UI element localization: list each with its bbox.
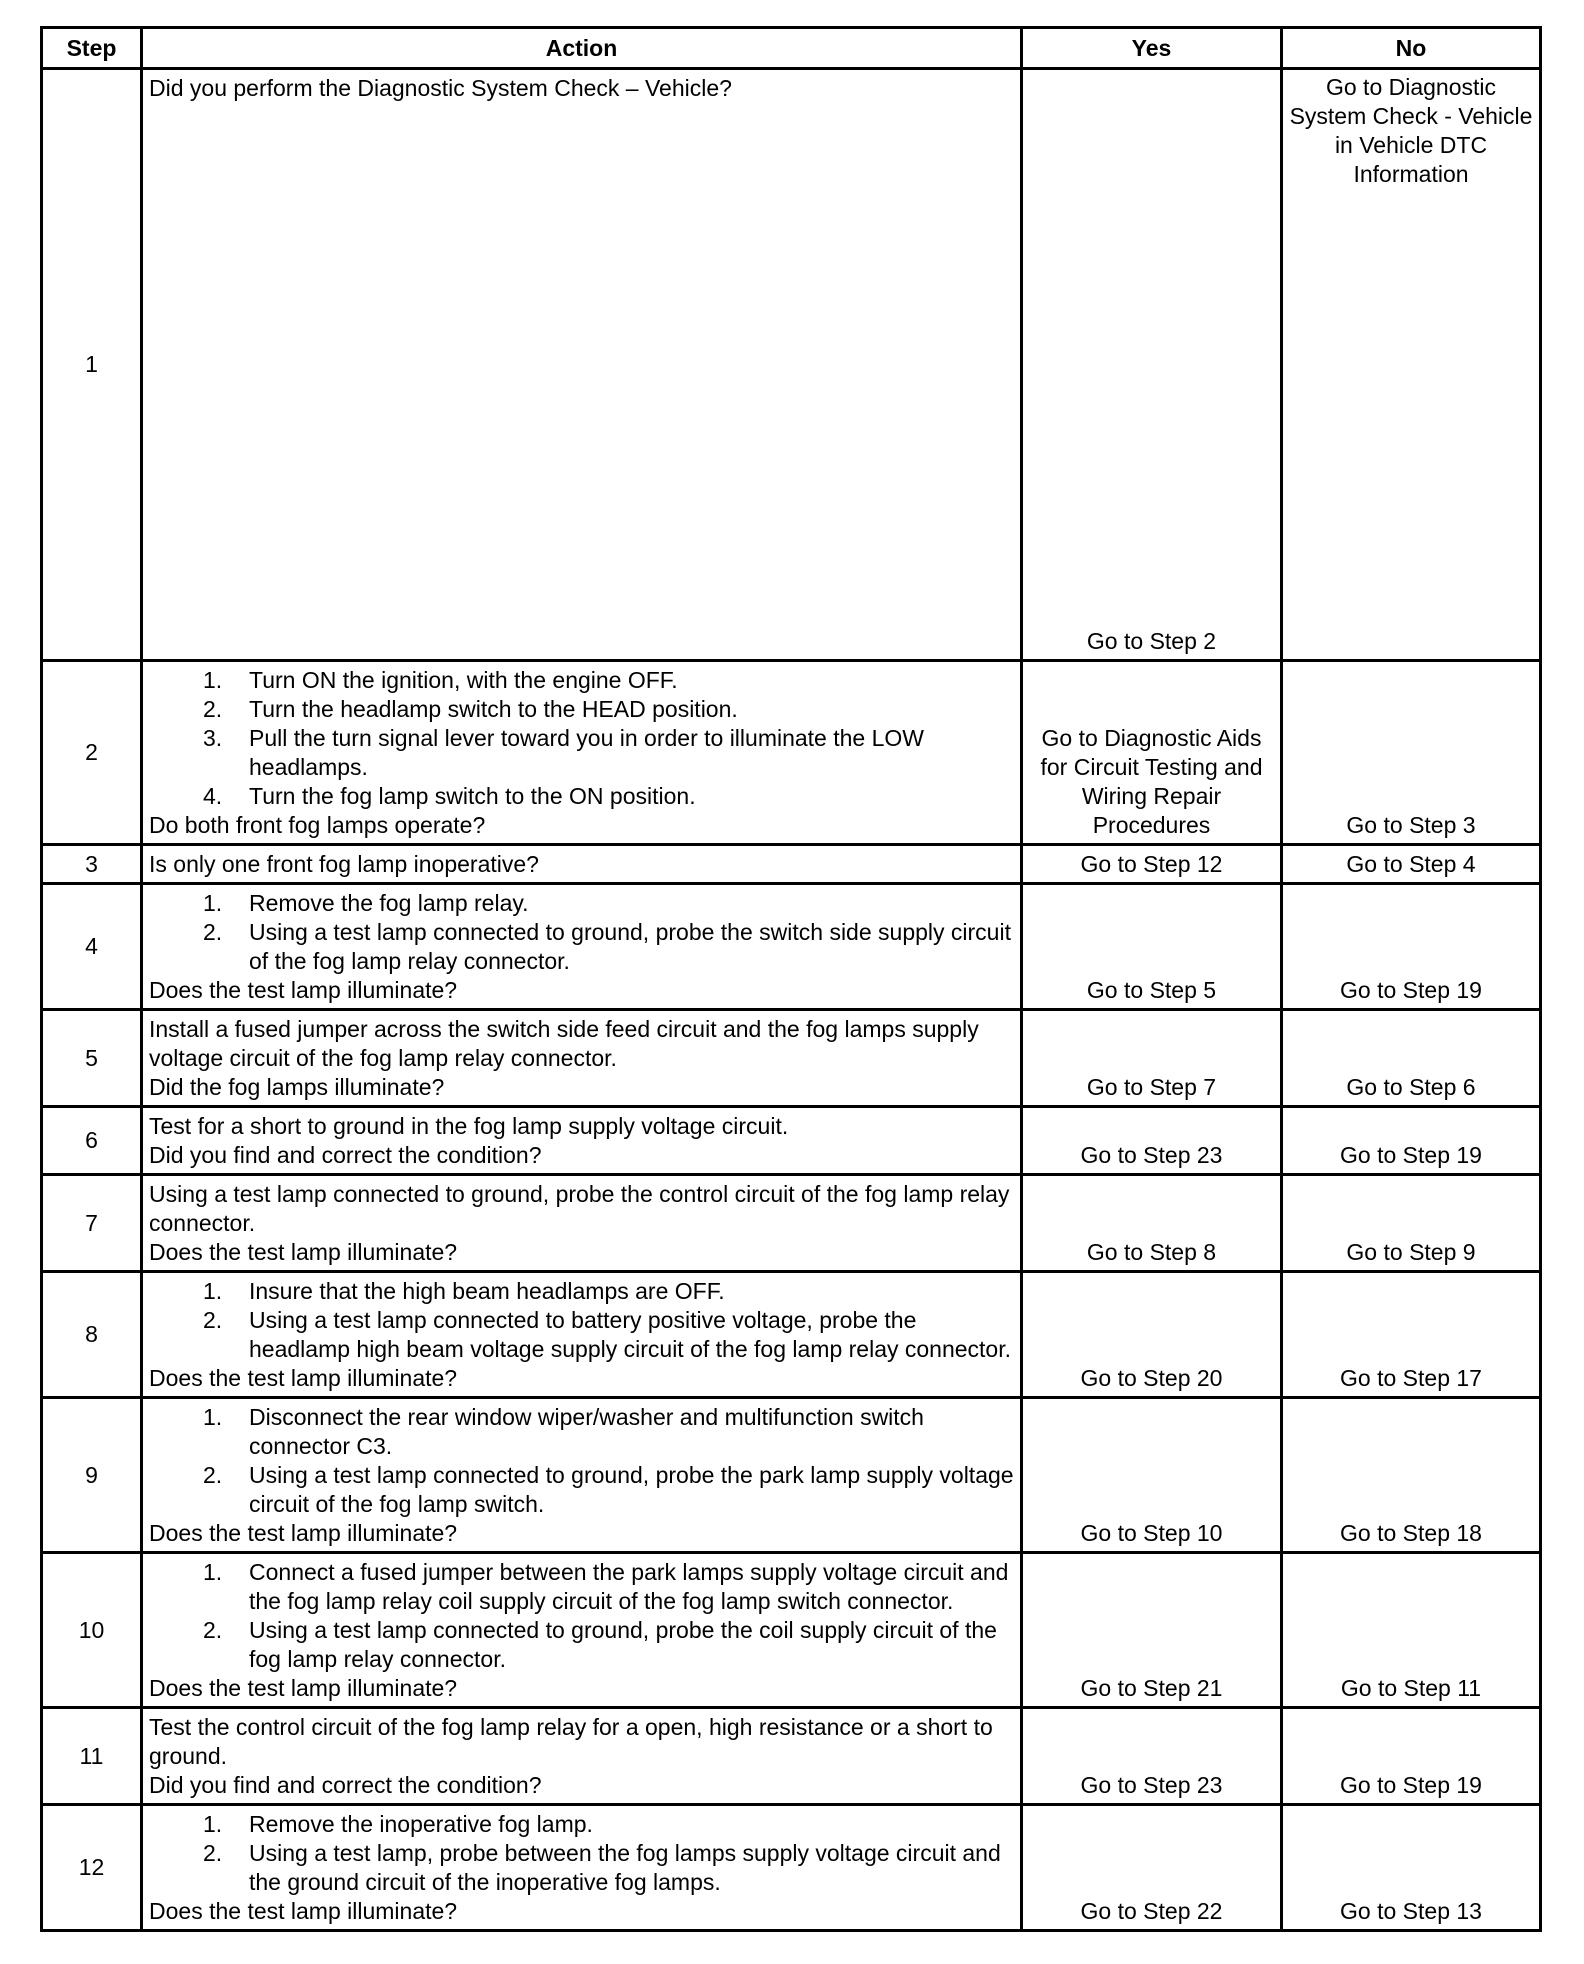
instruction-text: Using a test lamp connected to battery positive voltage, probe the headlamp high beam voltage supply circuit of the fog lamp relay connector. — [249, 1307, 1011, 1362]
step-number: 9 — [42, 1398, 142, 1553]
no-result: Go to Diagnostic System Check - Vehicle in Vehicle DTC Information — [1282, 69, 1541, 661]
yes-result: Go to Step 12 — [1022, 845, 1282, 884]
action-cell — [142, 1175, 1022, 1272]
yes-result: Go to Diagnostic Aids for Circuit Testing and Wiring Repair Procedures — [1022, 661, 1282, 845]
action-text: Did you perform the Diagnostic System Check – Vehicle? — [149, 75, 732, 101]
action-cell — [142, 1398, 1022, 1553]
no-result: Go to Step 19 — [1282, 1708, 1541, 1805]
step-number: 10 — [42, 1553, 142, 1708]
step-number: 11 — [42, 1708, 142, 1805]
table-row — [42, 1553, 1541, 1708]
yes-result: Go to Step 22 — [1022, 1805, 1282, 1931]
action-cell — [142, 1010, 1022, 1107]
instruction-text: Pull the turn signal lever toward you in order to illuminate the LOW headlamps. — [249, 725, 924, 780]
action-content — [149, 1558, 1014, 1703]
table-body — [42, 69, 1541, 1931]
no-result: Go to Step 13 — [1282, 1805, 1541, 1931]
action-text: Test for a short to ground in the fog lamp supply voltage circuit. — [149, 1113, 789, 1139]
action-instructions — [149, 74, 1014, 103]
action-question: Did you find and correct the condition? — [149, 1142, 542, 1168]
action-question: Did the fog lamps illuminate? — [149, 1074, 445, 1100]
instruction-item — [149, 695, 1014, 724]
instruction-list — [149, 1403, 1014, 1519]
instruction-text: Remove the inoperative fog lamp. — [249, 1811, 593, 1837]
instruction-list — [149, 889, 1014, 976]
action-question: Did you find and correct the condition? — [149, 1772, 542, 1798]
instruction-text: Using a test lamp connected to ground, probe the switch side supply circuit of the fog lamp relay connector. — [249, 919, 1011, 974]
step-number: 4 — [42, 884, 142, 1010]
action-text: Using a test lamp connected to ground, probe the control circuit of the fog lamp relay connector. — [149, 1181, 1010, 1236]
instruction-number: 2. — [203, 1307, 223, 1333]
instruction-text: Turn the fog lamp switch to the ON position. — [249, 783, 696, 809]
yes-result: Go to Step 20 — [1022, 1272, 1282, 1398]
instruction-item — [149, 918, 1014, 976]
action-text: Install a fused jumper across the switch side feed circuit and the fog lamps supply voltage circuit of the fog lamp relay connector. — [149, 1016, 979, 1071]
action-instructions — [149, 1112, 1014, 1141]
instruction-item — [149, 1461, 1014, 1519]
header-yes: Yes — [1022, 28, 1282, 69]
instruction-list — [149, 666, 1014, 811]
instruction-item — [149, 1616, 1014, 1674]
instruction-number: 1. — [203, 1811, 223, 1837]
header-no: No — [1282, 28, 1541, 69]
instruction-number: 1. — [203, 890, 223, 916]
step-number: 5 — [42, 1010, 142, 1107]
yes-result: Go to Step 7 — [1022, 1010, 1282, 1107]
instruction-number: 1. — [203, 1278, 223, 1304]
instruction-text: Connect a fused jumper between the park lamps supply voltage circuit and the fog lamp relay coil supply circuit of the fog lamp switch connector. — [249, 1559, 1009, 1614]
no-result: Go to Step 4 — [1282, 845, 1541, 884]
step-number: 3 — [42, 845, 142, 884]
header-action: Action — [142, 28, 1022, 69]
instruction-item — [149, 724, 1014, 782]
action-content — [149, 666, 1014, 840]
action-cell — [142, 845, 1022, 884]
action-question: Do both front fog lamps operate? — [149, 812, 486, 838]
table-row — [42, 1708, 1541, 1805]
action-instructions — [149, 1713, 1014, 1771]
yes-result: Go to Step 23 — [1022, 1107, 1282, 1175]
action-instructions — [149, 1180, 1014, 1238]
instruction-number: 1. — [203, 667, 223, 693]
instruction-text: Insure that the high beam headlamps are OFF. — [249, 1278, 725, 1304]
instruction-number: 1. — [203, 1559, 223, 1585]
action-instructions — [149, 1277, 1014, 1364]
action-cell — [142, 1708, 1022, 1805]
instruction-item — [149, 782, 1014, 811]
action-cell — [142, 661, 1022, 845]
instruction-text: Turn ON the ignition, with the engine OFF. — [249, 667, 678, 693]
action-instructions — [149, 1403, 1014, 1519]
instruction-text: Disconnect the rear window wiper/washer and multifunction switch connector C3. — [249, 1404, 924, 1459]
instruction-item — [149, 889, 1014, 918]
yes-result: Go to Step 2 — [1022, 69, 1282, 661]
yes-result: Go to Step 8 — [1022, 1175, 1282, 1272]
action-content — [149, 1015, 1014, 1102]
action-instructions — [149, 889, 1014, 976]
no-result: Go to Step 18 — [1282, 1398, 1541, 1553]
action-question: Does the test lamp illuminate? — [149, 977, 458, 1003]
step-number: 8 — [42, 1272, 142, 1398]
instruction-number: 2. — [203, 919, 223, 945]
diagnostic-table — [40, 26, 1542, 1932]
table-row — [42, 1398, 1541, 1553]
instruction-item — [149, 1839, 1014, 1897]
step-number: 2 — [42, 661, 142, 845]
action-content — [149, 1403, 1014, 1548]
action-cell — [142, 69, 1022, 661]
header-row — [42, 28, 1541, 69]
no-result: Go to Step 6 — [1282, 1010, 1541, 1107]
action-content — [149, 1713, 1014, 1800]
action-question: Does the test lamp illuminate? — [149, 1520, 458, 1546]
step-number: 1 — [42, 69, 142, 661]
header-step: Step — [42, 28, 142, 69]
action-question: Does the test lamp illuminate? — [149, 1898, 458, 1924]
action-instructions — [149, 666, 1014, 811]
action-text: Test the control circuit of the fog lamp relay for a open, high resistance or a short to ground. — [149, 1714, 993, 1769]
instruction-list — [149, 1558, 1014, 1674]
action-cell — [142, 1272, 1022, 1398]
instruction-number: 4. — [203, 783, 223, 809]
table-row — [42, 1175, 1541, 1272]
instruction-text: Using a test lamp connected to ground, probe the coil supply circuit of the fog lamp relay connector. — [249, 1617, 997, 1672]
table-row — [42, 1107, 1541, 1175]
action-content — [149, 1112, 1014, 1170]
action-question: Does the test lamp illuminate? — [149, 1675, 458, 1701]
action-instructions — [149, 1558, 1014, 1674]
instruction-item — [149, 1403, 1014, 1461]
step-number: 12 — [42, 1805, 142, 1931]
table-row — [42, 884, 1541, 1010]
instruction-text: Using a test lamp, probe between the fog lamps supply voltage circuit and the ground circuit of the inoperative fog lamps. — [249, 1840, 1001, 1895]
instruction-item — [149, 1277, 1014, 1306]
instruction-number: 2. — [203, 1617, 223, 1643]
action-content — [149, 850, 1014, 879]
instruction-number: 1. — [203, 1404, 223, 1430]
instruction-number: 2. — [203, 1840, 223, 1866]
no-result: Go to Step 17 — [1282, 1272, 1541, 1398]
instruction-text: Using a test lamp connected to ground, probe the park lamp supply voltage circuit of the fog lamp switch. — [249, 1462, 1014, 1517]
table-row — [42, 845, 1541, 884]
instruction-item — [149, 1306, 1014, 1364]
instruction-list — [149, 1277, 1014, 1364]
action-content — [149, 889, 1014, 1005]
yes-result: Go to Step 5 — [1022, 884, 1282, 1010]
instruction-number: 2. — [203, 1462, 223, 1488]
instruction-number: 2. — [203, 696, 223, 722]
no-result: Go to Step 11 — [1282, 1553, 1541, 1708]
action-cell — [142, 1107, 1022, 1175]
action-question: Does the test lamp illuminate? — [149, 1239, 458, 1265]
table-row — [42, 661, 1541, 845]
no-result: Go to Step 9 — [1282, 1175, 1541, 1272]
action-content — [149, 1277, 1014, 1393]
action-cell — [142, 1553, 1022, 1708]
table-row — [42, 69, 1541, 661]
table-row — [42, 1272, 1541, 1398]
no-result: Go to Step 3 — [1282, 661, 1541, 845]
instruction-number: 3. — [203, 725, 223, 751]
table-row — [42, 1010, 1541, 1107]
instruction-text: Turn the headlamp switch to the HEAD position. — [249, 696, 738, 722]
action-question: Does the test lamp illuminate? — [149, 1365, 458, 1391]
action-instructions — [149, 850, 1014, 879]
no-result: Go to Step 19 — [1282, 884, 1541, 1010]
no-result: Go to Step 19 — [1282, 1107, 1541, 1175]
action-cell — [142, 884, 1022, 1010]
instruction-list — [149, 1810, 1014, 1897]
yes-result: Go to Step 23 — [1022, 1708, 1282, 1805]
action-content — [149, 1180, 1014, 1267]
action-cell — [142, 1805, 1022, 1931]
yes-result: Go to Step 10 — [1022, 1398, 1282, 1553]
step-number: 6 — [42, 1107, 142, 1175]
action-content — [149, 1810, 1014, 1926]
action-content — [149, 74, 1014, 656]
instruction-item — [149, 1810, 1014, 1839]
action-instructions — [149, 1015, 1014, 1073]
step-number: 7 — [42, 1175, 142, 1272]
instruction-item — [149, 1558, 1014, 1616]
action-instructions — [149, 1810, 1014, 1897]
instruction-text: Remove the fog lamp relay. — [249, 890, 529, 916]
instruction-item — [149, 666, 1014, 695]
yes-result: Go to Step 21 — [1022, 1553, 1282, 1708]
action-text: Is only one front fog lamp inoperative? — [149, 851, 539, 877]
table-row — [42, 1805, 1541, 1931]
